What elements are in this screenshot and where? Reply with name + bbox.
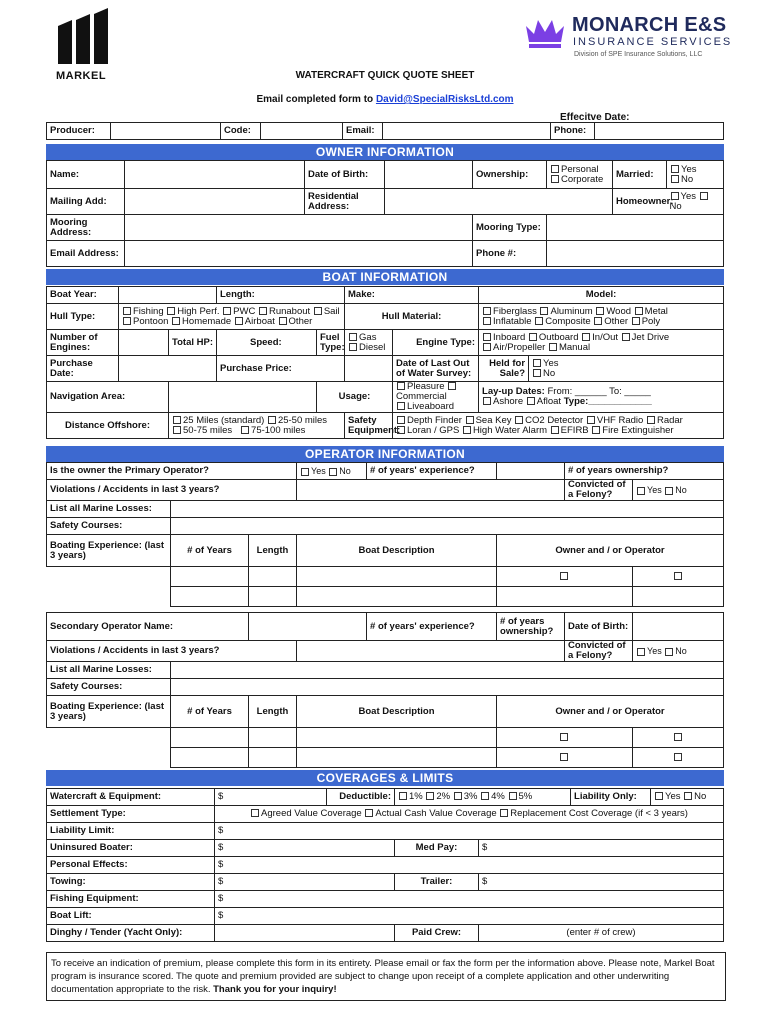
exp2-row-years[interactable] — [171, 728, 249, 748]
safety-option[interactable]: CO2 Detector — [514, 415, 583, 426]
med-pay-field[interactable]: $ — [479, 840, 724, 857]
purchase-price-label: Purchase Price: — [217, 356, 345, 382]
felony-options[interactable]: Yes No — [633, 480, 724, 501]
checkbox-icon[interactable] — [587, 416, 595, 424]
survey-label: Date of Last Out of Water Survey: — [393, 356, 479, 382]
email-address-label: Email Address: — [47, 241, 125, 267]
markel-logo — [56, 8, 116, 82]
total-hp-label: Total HP: — [169, 330, 217, 356]
deductible-option[interactable]: 5% — [508, 791, 533, 802]
hull-material-option[interactable]: Poly — [631, 316, 660, 327]
checkbox-icon[interactable] — [483, 307, 491, 315]
hull-type-option[interactable]: Other — [278, 316, 313, 327]
checkbox-icon[interactable] — [500, 809, 508, 817]
email-prefix: Email completed form to — [256, 94, 374, 105]
checkbox-icon[interactable] — [397, 426, 405, 434]
violations2-label: Violations / Accidents in last 3 years? — [47, 641, 297, 662]
years-exp-field[interactable] — [497, 463, 565, 480]
mooring-address-label: Mooring Address: — [47, 215, 125, 241]
exp2-row-owner-box[interactable] — [497, 728, 633, 748]
hull-material-option[interactable]: Composite — [534, 316, 590, 327]
monarch-division: Division of SPE Insurance Solutions, LLC — [574, 51, 703, 58]
footer-note — [46, 952, 726, 1001]
navigation-field[interactable] — [169, 382, 317, 413]
email-address-field[interactable] — [125, 241, 473, 267]
purchase-price-field[interactable] — [345, 356, 393, 382]
code-field[interactable] — [261, 123, 343, 140]
safety-label: Safety Equipment: — [345, 413, 393, 439]
checkbox-icon[interactable] — [223, 307, 231, 315]
dinghy-field[interactable] — [215, 925, 395, 942]
operator-section-header: OPERATOR INFORMATION — [46, 446, 724, 462]
purchase-date-field[interactable] — [119, 356, 217, 382]
years-own-label: # of years ownership? — [565, 463, 724, 480]
hull-type-option[interactable]: High Perf. — [166, 306, 219, 317]
years-exp-label: # of years' experience? — [367, 463, 497, 480]
producer-label: Producer: — [47, 123, 111, 140]
hull-material-options[interactable] — [479, 304, 724, 330]
markel-bars-icon — [56, 8, 116, 64]
footer-text: To receive an indication of premium, please complete this form in its entirety. Please email or fax the form per the information above. Please note, Markel Boat program is insurance scored. The quote and premium provided are subject to change upon receipt of a complete application and other underwriting documentation appropriate to the risk. — [51, 958, 715, 995]
checkbox-icon[interactable] — [365, 809, 373, 817]
mooring-type-field[interactable] — [547, 215, 724, 241]
speed-label: Speed: — [217, 330, 317, 356]
exp-row-owner-box[interactable] — [497, 567, 633, 587]
code-label: Code: — [221, 123, 261, 140]
engine-type-option[interactable]: Outboard — [528, 332, 579, 343]
email-line — [0, 94, 770, 105]
effective-date-label: Effecitve Date: — [560, 112, 630, 123]
secondary-operator-table — [46, 612, 724, 768]
checkbox-icon[interactable] — [551, 426, 559, 434]
felony2-options[interactable]: Yes No — [633, 641, 724, 662]
checkbox-icon[interactable] — [251, 809, 259, 817]
years-own2-label: # of years ownership? — [497, 613, 565, 641]
held-for-sale-options[interactable]: Yes No — [529, 356, 724, 382]
producer-field[interactable] — [111, 123, 221, 140]
dob-label: Date of Birth: — [305, 161, 385, 189]
owner-table — [46, 160, 724, 267]
courses2-field[interactable] — [171, 679, 724, 696]
safety-option[interactable]: Fire Extinguisher — [591, 425, 673, 436]
exp-row-desc[interactable] — [297, 587, 497, 607]
form-title: WATERCRAFT QUICK QUOTE SHEET — [295, 70, 475, 81]
mailing-field[interactable] — [125, 189, 305, 215]
safety-options[interactable] — [393, 413, 724, 439]
losses-label: List all Marine Losses: — [47, 501, 171, 518]
col-years: # of Years — [171, 535, 249, 567]
exp-row-years[interactable] — [171, 567, 249, 587]
deductible-option[interactable]: 1% — [398, 791, 423, 802]
email-field[interactable] — [383, 123, 551, 140]
felony-label: Convicted of a Felony? — [565, 480, 633, 501]
boat-lift-label: Boat Lift: — [47, 908, 215, 925]
boat-year-field[interactable] — [119, 287, 217, 304]
checkbox-icon[interactable] — [596, 307, 604, 315]
usage-options[interactable]: Pleasure Commercial Liveaboard — [393, 382, 479, 413]
exp2-row-length[interactable] — [249, 728, 297, 748]
checkbox-icon[interactable] — [123, 307, 131, 315]
uninsured-field[interactable]: $ — [215, 840, 395, 857]
checkbox-icon[interactable] — [594, 317, 602, 325]
primary-operator-options[interactable]: Yes No — [297, 463, 367, 480]
hull-type-option[interactable]: Runabout — [258, 306, 310, 317]
secondary-dob-label: Date of Birth: — [565, 613, 633, 641]
violations2-field[interactable] — [297, 641, 565, 662]
liability-limit-field[interactable]: $ — [215, 823, 724, 840]
deductible-option[interactable]: 3% — [453, 791, 478, 802]
checkbox-icon[interactable] — [592, 426, 600, 434]
secondary-name-field[interactable] — [249, 613, 367, 641]
crown-icon — [524, 16, 566, 50]
ownership-label: Ownership: — [473, 161, 547, 189]
hull-type-options[interactable] — [119, 304, 345, 330]
losses-field[interactable] — [171, 501, 724, 518]
secondary-dob-field[interactable] — [633, 613, 724, 641]
distance-options[interactable]: 25 Miles (standard) 25-50 miles 50-75 miles 75-100 miles — [169, 413, 345, 439]
coverages-section-header: COVERAGES & LIMITS — [46, 770, 724, 786]
exp-row-owner-box[interactable] — [497, 587, 633, 607]
homeowner-label: Homeowner: — [613, 189, 667, 215]
safety-option[interactable]: Radar — [646, 415, 683, 426]
dinghy-label: Dinghy / Tender (Yacht Only): — [47, 925, 215, 942]
residential-label: Residential Address: — [305, 189, 385, 215]
monarch-sub: INSURANCE SERVICES — [573, 36, 733, 48]
purchase-date-label: Purchase Date: — [47, 356, 119, 382]
safety-option[interactable]: EFIRB — [550, 425, 589, 436]
phone-field[interactable] — [595, 123, 724, 140]
courses2-label: Safety Courses: — [47, 679, 171, 696]
exp2-row-operator-box[interactable] — [633, 728, 724, 748]
paid-crew-label: Paid Crew: — [395, 925, 479, 942]
col-length: Length — [249, 535, 297, 567]
hull-type-option[interactable]: Homemade — [171, 316, 231, 327]
hull-type-option[interactable]: Airboat — [234, 316, 275, 327]
safety-option[interactable]: Depth Finder — [396, 415, 462, 426]
checkbox-icon[interactable] — [426, 792, 434, 800]
boat-table — [46, 286, 724, 439]
name-label: Name: — [47, 161, 125, 189]
checkbox-icon[interactable] — [259, 307, 267, 315]
exp2-row-years[interactable] — [171, 748, 249, 768]
layup-cell[interactable]: Lay-up Dates: From: ______ To: _____ Ashore Afloat Type:____________ — [479, 382, 724, 413]
secondary-name-label: Secondary Operator Name: — [47, 613, 249, 641]
col2-years: # of Years — [171, 696, 249, 728]
engine-type-option[interactable]: Jet Drive — [621, 332, 669, 343]
deductible-option[interactable]: 2% — [425, 791, 450, 802]
safety-option[interactable]: Sea Key — [465, 415, 512, 426]
checkbox-icon[interactable] — [167, 307, 175, 315]
boating-exp2-label: Boating Experience: (last 3 years) — [47, 696, 171, 728]
homeowner-options[interactable]: Yes No — [667, 189, 724, 215]
boat-section-header: BOAT INFORMATION — [46, 269, 724, 285]
col2-owner-operator: Owner and / or Operator — [497, 696, 724, 728]
checkbox-icon[interactable] — [535, 317, 543, 325]
fishing-label: Fishing Equipment: — [47, 891, 215, 908]
checkbox-icon[interactable] — [635, 307, 643, 315]
watercraft-label: Watercraft & Equipment: — [47, 789, 215, 806]
length-cell[interactable]: Length: — [217, 287, 345, 304]
checkbox-icon[interactable] — [314, 307, 322, 315]
settlement-options[interactable] — [215, 806, 724, 823]
courses-field[interactable] — [171, 518, 724, 535]
deductible-options[interactable] — [395, 789, 571, 806]
felony2-label: Convicted of a Felony? — [565, 641, 633, 662]
exp2-row-owner-box[interactable] — [497, 748, 633, 768]
hull-material-option[interactable]: Aluminum — [539, 306, 592, 317]
model-cell[interactable]: Model: — [479, 287, 724, 304]
towing-label: Towing: — [47, 874, 215, 891]
owner-phone-field[interactable] — [547, 241, 724, 267]
courses-label: Safety Courses: — [47, 518, 171, 535]
col2-length: Length — [249, 696, 297, 728]
paid-crew-field[interactable]: (enter # of crew) — [479, 925, 724, 942]
make-cell[interactable]: Make: — [345, 287, 479, 304]
checkbox-icon[interactable] — [582, 333, 590, 341]
ownership-options[interactable]: Personal Corporate — [547, 161, 613, 189]
exp-row-operator-box[interactable] — [633, 587, 724, 607]
checkbox-icon[interactable] — [454, 792, 462, 800]
hull-material-option[interactable]: Metal — [634, 306, 668, 317]
checkbox-icon[interactable] — [481, 792, 489, 800]
checkbox-icon[interactable] — [123, 317, 131, 325]
email-label: Email: — [343, 123, 383, 140]
married-label: Married: — [613, 161, 667, 189]
liability-only-options[interactable]: Yes No — [651, 789, 724, 806]
engine-type-label: Engine Type: — [393, 330, 479, 356]
boating-exp-label: Boating Experience: (last 3 years) — [47, 535, 171, 567]
hull-type-option[interactable]: Pontoon — [122, 316, 168, 327]
liability-limit-label: Liability Limit: — [47, 823, 215, 840]
checkbox-icon[interactable] — [549, 343, 557, 351]
years-exp2-label: # of years' experience? — [367, 613, 497, 641]
hull-material-label: Hull Material: — [345, 304, 479, 330]
exp2-row-desc[interactable] — [297, 748, 497, 768]
engine-type-option[interactable]: Inboard — [482, 332, 525, 343]
coverages-table — [46, 788, 724, 942]
safety-option[interactable]: Loran / GPS — [396, 425, 459, 436]
checkbox-icon[interactable] — [463, 426, 471, 434]
hull-type-option[interactable]: PWC — [222, 306, 255, 317]
checkbox-icon[interactable] — [540, 307, 548, 315]
fuel-options[interactable]: Gas Diesel — [345, 330, 393, 356]
phone-label: Phone: — [551, 123, 595, 140]
checkbox-icon[interactable] — [483, 333, 491, 341]
markel-wordmark: MARKEL — [56, 70, 107, 82]
trailer-label: Trailer: — [395, 874, 479, 891]
checkbox-icon[interactable] — [647, 416, 655, 424]
fishing-field[interactable]: $ — [215, 891, 724, 908]
checkbox-icon[interactable] — [632, 317, 640, 325]
liability-only-label: Liability Only: — [571, 789, 651, 806]
exp2-row-desc[interactable] — [297, 728, 497, 748]
hull-type-option[interactable]: Sail — [313, 306, 340, 317]
dob-field[interactable] — [385, 161, 473, 189]
owner-phone-label: Phone #: — [473, 241, 547, 267]
checkbox-icon[interactable] — [397, 416, 405, 424]
safety-option[interactable]: VHF Radio — [586, 415, 643, 426]
exp-row-years[interactable] — [171, 587, 249, 607]
exp-row-desc[interactable] — [297, 567, 497, 587]
engines-label: Number of Engines: — [47, 330, 119, 356]
exp-row-operator-box[interactable] — [633, 567, 724, 587]
held-for-sale-label: Held for Sale? — [479, 356, 529, 382]
operator-table — [46, 462, 724, 607]
losses2-field[interactable] — [171, 662, 724, 679]
violations-field[interactable] — [297, 480, 565, 501]
checkbox-icon[interactable] — [399, 792, 407, 800]
hull-type-label: Hull Type: — [47, 304, 119, 330]
checkbox-icon[interactable] — [529, 333, 537, 341]
checkbox-icon[interactable] — [172, 317, 180, 325]
exp-row-length[interactable] — [249, 587, 297, 607]
checkbox-icon[interactable] — [466, 416, 474, 424]
personal-effects-label: Personal Effects: — [47, 857, 215, 874]
safety-option[interactable]: High Water Alarm — [462, 425, 547, 436]
navigation-label: Navigation Area: — [47, 382, 169, 413]
uninsured-label: Uninsured Boater: — [47, 840, 215, 857]
exp2-row-operator-box[interactable] — [633, 748, 724, 768]
checkbox-icon[interactable] — [509, 792, 517, 800]
mooring-address-field[interactable] — [125, 215, 473, 241]
hull-type-option[interactable]: Fishing — [122, 306, 164, 317]
settlement-option[interactable]: Agreed Value Coverage — [250, 808, 362, 819]
hull-material-option[interactable]: Wood — [595, 306, 631, 317]
name-field[interactable] — [125, 161, 305, 189]
personal-effects-field[interactable]: $ — [215, 857, 724, 874]
losses2-label: List all Marine Losses: — [47, 662, 171, 679]
fuel-type-label: Fuel Type: — [317, 330, 345, 356]
exp-row-length[interactable] — [249, 567, 297, 587]
mailing-label: Mailing Add: — [47, 189, 125, 215]
violations-label: Violations / Accidents in last 3 years? — [47, 480, 297, 501]
checkbox-icon[interactable] — [515, 416, 523, 424]
footer-thanks: Thank you for your inquiry! — [213, 984, 337, 995]
settlement-option[interactable]: Replacement Cost Coverage (if < 3 years) — [499, 808, 688, 819]
boat-year-label: Boat Year: — [47, 287, 119, 304]
trailer-field[interactable]: $ — [479, 874, 724, 891]
checkbox-icon[interactable] — [235, 317, 243, 325]
monarch-logo — [524, 14, 734, 64]
checkbox-icon[interactable] — [483, 317, 491, 325]
distance-label: Distance Offshore: — [47, 413, 169, 439]
exp2-row-length[interactable] — [249, 748, 297, 768]
deductible-option[interactable]: 4% — [480, 791, 505, 802]
checkbox-icon[interactable] — [279, 317, 287, 325]
engine-type-option[interactable]: Air/Propeller — [482, 342, 545, 353]
med-pay-label: Med Pay: — [395, 840, 479, 857]
residential-field[interactable] — [385, 189, 613, 215]
watercraft-field[interactable]: $ — [215, 789, 327, 806]
mooring-type-label: Mooring Type: — [473, 215, 547, 241]
primary-operator-label: Is the owner the Primary Operator? — [47, 463, 297, 480]
hull-material-option[interactable]: Other — [593, 316, 628, 327]
producer-table — [46, 122, 724, 140]
col-description: Boat Description — [297, 535, 497, 567]
engine-type-option[interactable]: In/Out — [581, 332, 618, 343]
email-link[interactable]: David@SpecialRisksLtd.com — [375, 94, 514, 105]
engines-field[interactable] — [119, 330, 169, 356]
checkbox-icon[interactable] — [622, 333, 630, 341]
usage-label: Usage: — [317, 382, 393, 413]
col-owner-operator: Owner and / or Operator — [497, 535, 724, 567]
settlement-option[interactable]: Actual Cash Value Coverage — [364, 808, 496, 819]
hull-material-option[interactable]: Fiberglass — [482, 306, 537, 317]
hull-material-option[interactable]: Inflatable — [482, 316, 532, 327]
towing-field[interactable]: $ — [215, 874, 395, 891]
engine-type-option[interactable]: Manual — [548, 342, 590, 353]
deductible-label: Deductible: — [327, 789, 395, 806]
engine-type-options[interactable] — [479, 330, 724, 356]
owner-section-header: OWNER INFORMATION — [46, 144, 724, 160]
married-options[interactable]: Yes No — [667, 161, 724, 189]
col2-description: Boat Description — [297, 696, 497, 728]
checkbox-icon[interactable] — [483, 343, 491, 351]
boat-lift-field[interactable]: $ — [215, 908, 724, 925]
settlement-label: Settlement Type: — [47, 806, 215, 823]
monarch-name: MONARCH E&S — [572, 14, 727, 36]
